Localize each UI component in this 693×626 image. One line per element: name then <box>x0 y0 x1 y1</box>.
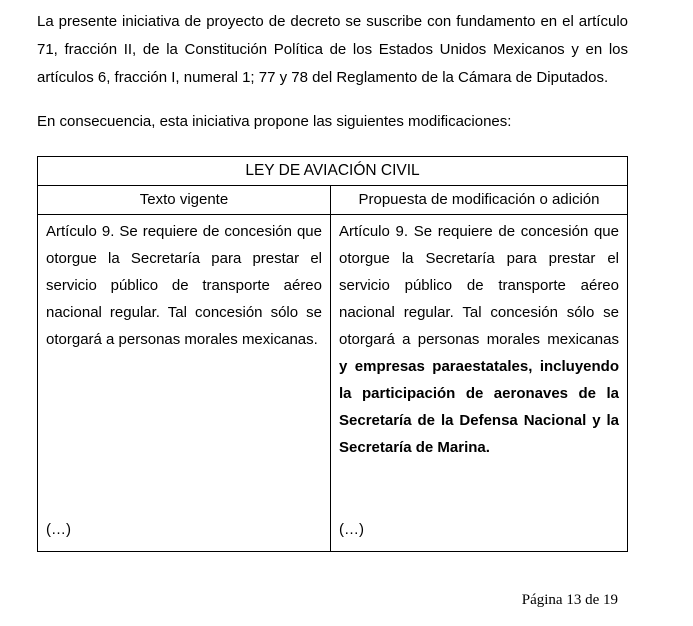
table-title: LEY DE AVIACIÓN CIVIL <box>38 157 628 186</box>
cell-texto-vigente <box>38 215 331 552</box>
paragraph-consequence: En consecuencia, esta iniciativa propone las siguientes modificaciones: <box>37 113 512 130</box>
paragraph-legal-basis: La presente iniciativa de proyecto de decreto se suscribe con fundamento en el artículo 71, fracción II, de la Constitución Política de los Estados Unidos Mexicanos y en los artículos 6, fracción I, numeral 1; 77 y 78 del Reglamento de la Cámara de Diputados. <box>37 13 628 86</box>
column-header-texto-vigente: Texto vigente <box>38 186 331 215</box>
document-page <box>37 0 628 552</box>
cell-propuesta <box>331 215 628 552</box>
texto-vigente-ellipsis: (…) <box>46 521 71 538</box>
texto-vigente-body: Artículo 9. Se requiere de concesión que otorgue la Secretaría para prestar el servicio público de transporte aéreo nacional regular. Tal concesión sólo se otorgará a personas morales mexicanas. <box>46 223 322 348</box>
propuesta-text-bold: y empresas paraestatales, incluyendo la participación de aeronaves de la Secretaría de la Defensa Nacional y la Secretaría de Marina. <box>339 358 619 456</box>
table-title-row <box>38 157 628 186</box>
table-header-row <box>38 186 628 215</box>
table-row <box>38 215 628 552</box>
column-header-propuesta: Propuesta de modificación o adición <box>331 186 628 215</box>
propuesta-ellipsis: (…) <box>339 521 364 538</box>
propuesta-body <box>339 218 619 461</box>
page-number: Página 13 de 19 <box>521 592 618 608</box>
law-comparison-table <box>37 156 628 552</box>
propuesta-text-normal: Artículo 9. Se requiere de concesión que otorgue la Secretaría para prestar el servicio público de transporte aéreo nacional regular. Tal concesión sólo se otorgará a personas morales mexicanas <box>339 223 619 348</box>
